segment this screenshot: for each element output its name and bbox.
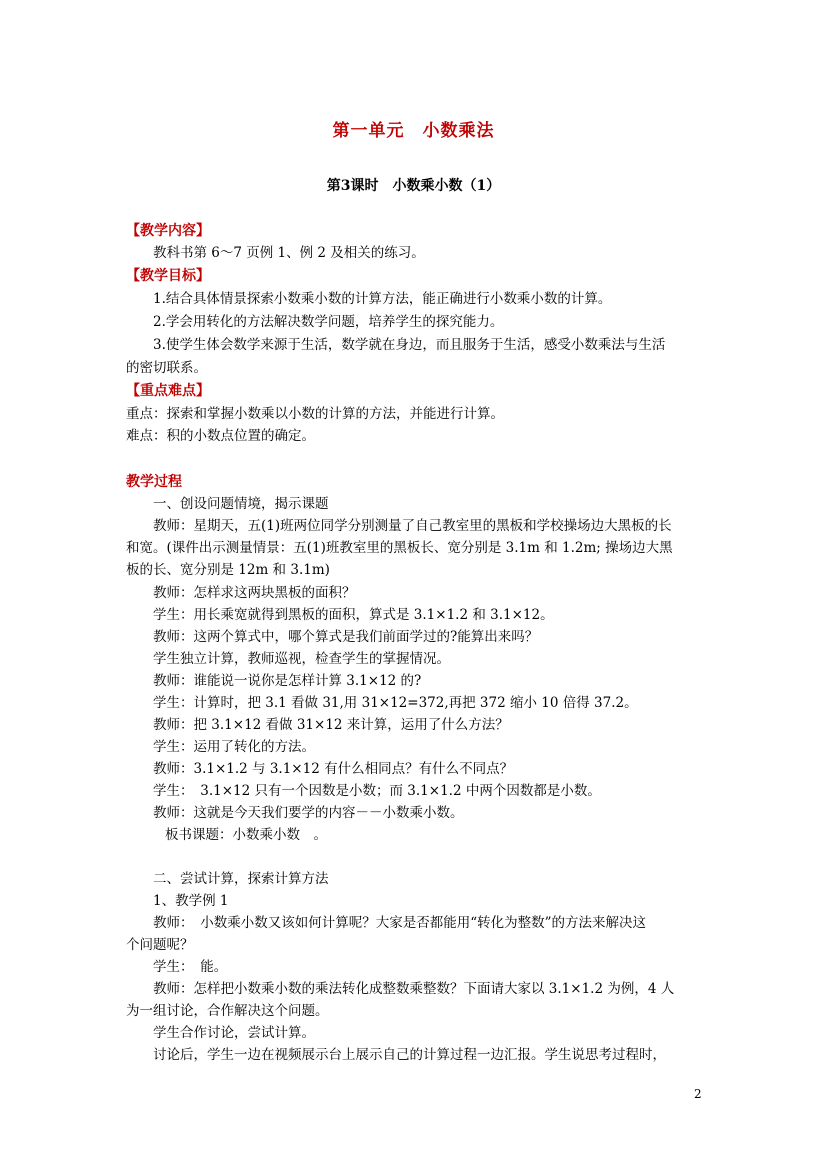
section-heading-objectives: 【教学目标】: [126, 268, 210, 284]
text-line: 的密切联系。: [126, 360, 207, 376]
section-heading-key-points: 【重点难点】: [126, 383, 210, 399]
text-line: 学生： 3.1×12 只有一个因数是小数；而 3.1×1.2 中两个因数都是小数。: [153, 783, 601, 799]
text-line: 一、创设问题情境，揭示课题: [153, 496, 329, 512]
text-line: 教师：把 3.1×12 看做 31×12 来计算，运用了什么方法？: [153, 717, 509, 733]
text-line: 难点：积的小数点位置的确定。: [126, 428, 315, 444]
text-line: 讨论后，学生一边在视频展示台上展示自己的计算过程一边汇报。学生说思考过程时，: [153, 1047, 666, 1063]
text-line: 教师：3.1×1.2 与 3.1×12 有什么相同点？有什么不同点？: [153, 761, 514, 777]
text-line: 教师：怎样求这两块黑板的面积？: [153, 585, 356, 601]
text-line: 2.学会用转化的方法解决数学问题，培养学生的探究能力。: [153, 314, 504, 330]
text-line: 重点：探索和掌握小数乘以小数的计算的方法，并能进行计算。: [126, 406, 504, 422]
text-line: 板书课题：小数乘小数 。: [165, 827, 327, 843]
text-line: 板的长、宽分别是 12m 和 3.1m): [126, 562, 330, 578]
text-line: 教师：这两个算式中，哪个算式是我们前面学过的?能算出来吗？: [153, 629, 539, 645]
text-line: 教师：谁能说一说你是怎样计算 3.1×12 的?: [153, 673, 422, 689]
lesson-title: 第3课时 小数乘小数（1）: [326, 178, 501, 194]
text-line: 个问题呢？: [126, 937, 194, 953]
text-line: 教师： 小数乘小数又该如何计算呢？大家是否都能用“转化为整数”的方法来解决这: [153, 915, 647, 931]
text-line: 学生： 能。: [153, 959, 228, 975]
text-line: 学生：计算时，把 3.1 看做 31,用 31×12=372,再把 372 缩小 10 倍得 37.2。: [153, 695, 638, 711]
text-line: 1.结合具体情景探索小数乘小数的计算方法，能正确进行小数乘小数的计算。: [153, 291, 612, 307]
page-number: 2: [694, 1087, 702, 1101]
text-line: 为一组讨论，合作解决这个问题。: [126, 1003, 329, 1019]
text-line: 教科书第 6～7 页例 1、例 2 及相关的练习。: [153, 245, 425, 261]
section-heading-content: 【教学内容】: [126, 223, 210, 239]
unit-title: 第一单元 小数乘法: [332, 121, 495, 141]
text-line: 教师：这就是今天我们要学的内容－－小数乘小数。: [153, 805, 464, 821]
text-line: 学生合作讨论，尝试计算。: [153, 1025, 315, 1041]
text-line: 学生：用长乘宽就得到黑板的面积，算式是 3.1×1.2 和 3.1×12。: [153, 607, 554, 623]
text-line: 学生：运用了转化的方法。: [153, 739, 315, 755]
text-line: 学生独立计算，教师巡视，检查学生的掌握情况。: [153, 651, 450, 667]
text-line: 1、教学例 1: [153, 893, 229, 909]
section-heading-process: 教学过程: [126, 474, 182, 490]
text-line: 3.使学生体会数学来源于生活，数学就在身边，而且服务于生活，感受小数乘法与生活: [153, 337, 666, 353]
text-line: 二、尝试计算，探索计算方法: [153, 871, 329, 887]
text-line: 教师：星期天，五(1)班两位同学分别测量了自己教室里的黑板和学校操场边大黑板的长: [153, 518, 672, 534]
text-line: 和宽。(课件出示测量情景：五(1)班教室里的黑板长、宽分别是 3.1m 和 1.2m; 操场边大黑: [126, 540, 673, 556]
text-line: 教师：怎样把小数乘小数的乘法转化成整数乘整数？下面请大家以 3.1×1.2 为例，4 人: [153, 981, 675, 997]
